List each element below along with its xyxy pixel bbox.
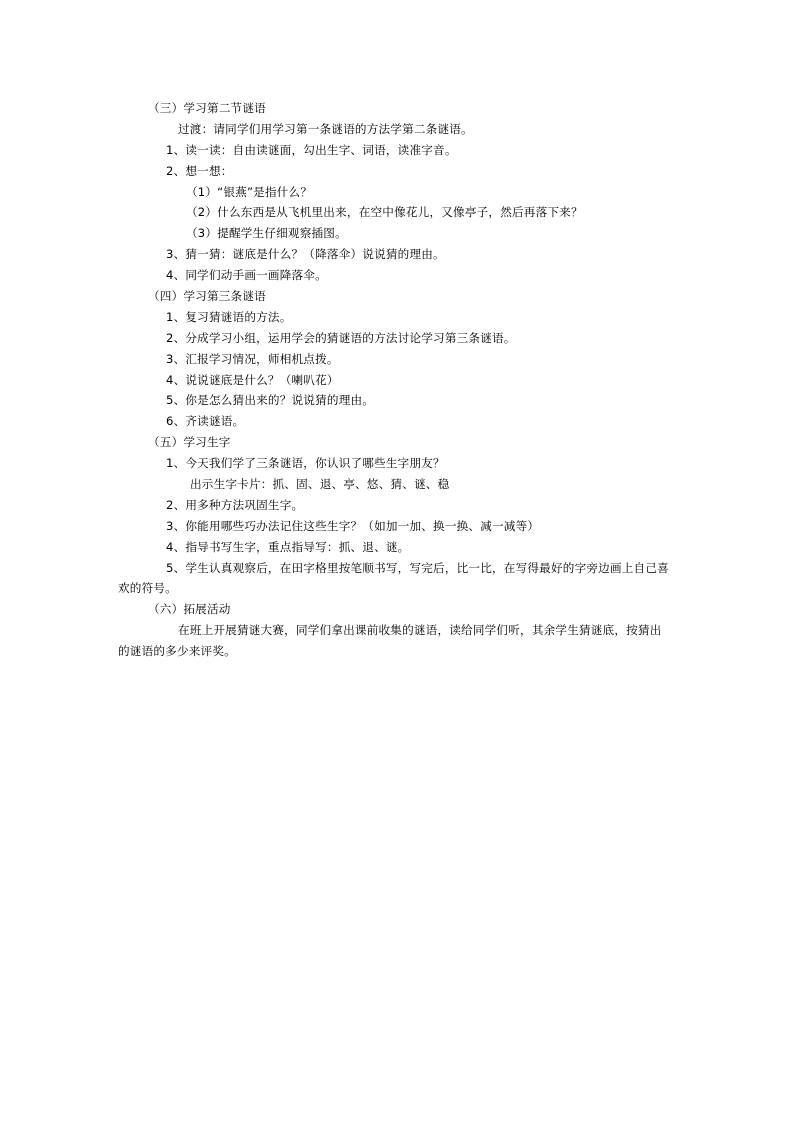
section-heading-5: （五）学习生字 <box>148 435 231 450</box>
list-item: 3、你能用哪些巧办法记住这些生字？（如加一加、换一换、减一减等） <box>166 518 540 533</box>
list-item: 2、用多种方法巩固生字。 <box>166 497 304 512</box>
list-item-5-line-2: 欢的符号。 <box>118 581 177 596</box>
transition-text: 过渡：请同学们用学习第一条谜语的方法学第二条谜语。 <box>178 121 473 136</box>
list-item: 4、指导书写生字，重点指导写：抓、退、谜。 <box>166 539 410 554</box>
sub-list-item: （3）提醒学生仔细观察插图。 <box>186 226 347 241</box>
section-heading-3: （三）学习第二节谜语 <box>148 101 266 115</box>
sub-list-item: （1）“银燕”是指什么？ <box>186 184 313 199</box>
list-item: 3、汇报学习情况，师相机点拨。 <box>166 351 339 366</box>
list-item: 1、今天我们学了三条谜语，你认识了哪些生字朋友？ <box>166 456 445 471</box>
paragraph-line-1: 在班上开展猜谜大赛，同学们拿出课前收集的谜语，读给同学们听，其余学生猜谜底，按猜出 <box>178 623 662 638</box>
list-item-5-line-1: 5、学生认真观察后，在田字格里按笔顺书写，写完后，比一比，在写得最好的字旁边画上自己喜 <box>166 560 669 575</box>
list-item: 4、同学们动手画一画降落伞。 <box>166 268 327 283</box>
list-item: 1、读一读：自由读谜面，勾出生字、词语，读准字音。 <box>166 142 457 157</box>
list-item: 5、你是怎么猜出来的？说说猜的理由。 <box>166 393 375 408</box>
character-cards-line: 出示生字卡片：抓、固、退、亭、悠、猜、谜、稳 <box>190 477 450 492</box>
list-item: 4、说说谜底是什么？（喇叭花） <box>166 372 339 387</box>
list-item: 1、复习猜谜语的方法。 <box>166 309 292 324</box>
document-body <box>118 98 678 662</box>
list-item: 6、齐读谜语。 <box>166 414 245 429</box>
paragraph-line-2: 的谜语的多少来评奖。 <box>118 644 236 659</box>
list-item: 3、猜一猜：谜底是什么？（降落伞）说说猜的理由。 <box>166 247 445 262</box>
sub-list-item: （2）什么东西是从飞机里出来，在空中像花儿，又像亭子，然后再落下来？ <box>186 205 583 220</box>
section-heading-4: （四）学习第三条谜语 <box>148 289 266 304</box>
section-heading-6: （六）拓展活动 <box>148 602 231 617</box>
list-item: 2、分成学习小组，运用学会的猜谜语的方法讨论学习第三条谜语。 <box>166 330 516 345</box>
list-item: 2、想一想： <box>166 163 233 178</box>
